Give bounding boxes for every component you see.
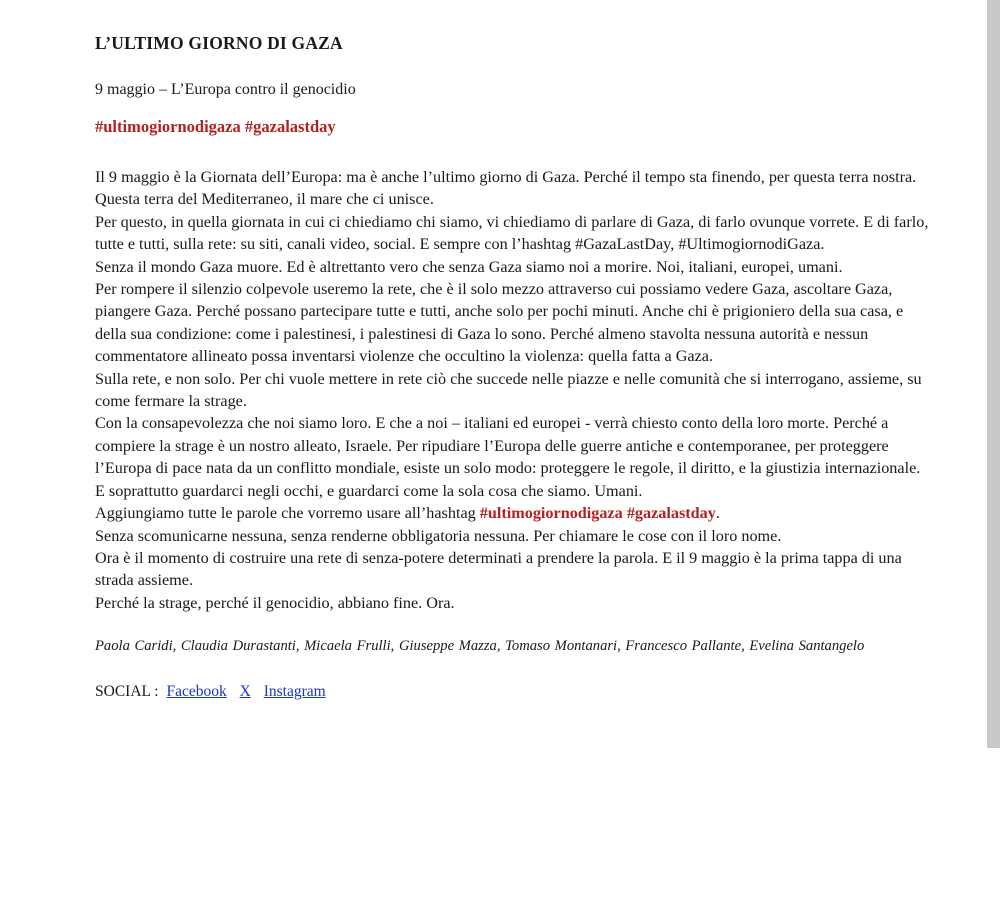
facebook-link[interactable]: Facebook: [166, 683, 227, 701]
hashtag-paragraph: [95, 502, 930, 524]
hashtag-paragraph-suffix: .: [715, 504, 720, 523]
paragraph: Per rompere il silenzio colpevole useremo la rete, che è il solo mezzo attraverso cui possiamo vedere Gaza, ascoltare Gaza, piangere Gaza. Perché possano partecipare tutte e tutti, anche solo per pochi minuti. Anche chi è prigioniero della sua casa, e della sua condizione: come i palestinesi, i palestinesi di Gaza lo sono. Perché almeno stavolta nessuna autorità e nessun commentatore allineato possa inventarsi violenze che occultino la violenza: quella fatta a Gaza.: [95, 280, 904, 366]
paragraph: Sulla rete, e non solo. Per chi vuole mettere in rete ciò che succede nelle piazze e nelle comunità che si interrogano, assieme, su come fermare la strage.: [95, 369, 922, 411]
x-link[interactable]: X: [239, 683, 251, 701]
paragraph: Il 9 maggio è la Giornata dell’Europa: ma è anche l’ultimo giorno di Gaza. Perché il tempo sta finendo, per questa terra nostra. Questa terra del Mediterraneo, il mare che ci unisce.: [95, 168, 917, 209]
social-links: [95, 680, 930, 704]
paragraph: Perché la strage, perché il genocidio, abbiano fine. Ora.: [95, 593, 455, 612]
hashtag-paragraph-prefix: Aggiungiamo tutte le parole che vorremo usare all’hashtag: [95, 504, 480, 523]
document-page: [95, 30, 930, 704]
paragraph: Ora è il momento di costruire una rete di senza-potere determinati a prendere la parola. E il 9 maggio è la prima tappa di una strada assieme.: [95, 548, 902, 590]
hashtags-header: #ultimogiornodigaza #gazalastday: [95, 117, 336, 136]
paragraph: Con la consapevolezza che noi siamo loro. E che a noi – italiani ed europei - verrà chiesto conto della loro morte. Perché a compiere la strage è un nostro alleato, Israele. Per ripudiare l’Europa delle guerre antiche e contemporanee, per proteggere l’Europa di pace nata da un conflitto mondiale, esiste un solo modo: proteggere le regole, il diritto, e la giustizia internazionale. E soprattutto guardarci negli occhi, e guardarci come la sola cosa che siamo. Umani.: [95, 414, 921, 500]
vertical-scrollbar[interactable]: [987, 0, 1000, 748]
document-title: L’ULTIMO GIORNO DI GAZA: [95, 33, 343, 53]
instagram-link[interactable]: Instagram: [263, 683, 326, 701]
paragraph: Senza il mondo Gaza muore. Ed è altrettanto vero che senza Gaza siamo noi a morire. Noi, italiani, europei, umani.: [95, 257, 843, 276]
paragraph: Senza scomunicarne nessuna, senza renderne obbligatoria nessuna. Per chiamare le cose con il loro nome.: [95, 526, 782, 545]
document-body: [95, 166, 930, 614]
authors-signature: Paola Caridi, Claudia Durastanti, Micaela Frulli, Giuseppe Mazza, Tomaso Montanari, Francesco Pallante, Evelina Santangelo: [95, 638, 865, 655]
inline-hashtags: #ultimogiornodigaza #gazalastday: [479, 504, 716, 523]
paragraph: Per questo, in quella giornata in cui ci chiediamo chi siamo, vi chiediamo di parlare di Gaza, di farlo ovunque vorrete. E di farlo, tutte e tutti, sulla rete: su siti, canali video, social. E sempre con l’hashtag #GazaLastDay, #UltimogiornodiGaza.: [95, 212, 929, 254]
document-subtitle: 9 maggio – L’Europa contro il genocidio: [95, 81, 356, 98]
social-label: SOCIAL :: [95, 683, 159, 701]
